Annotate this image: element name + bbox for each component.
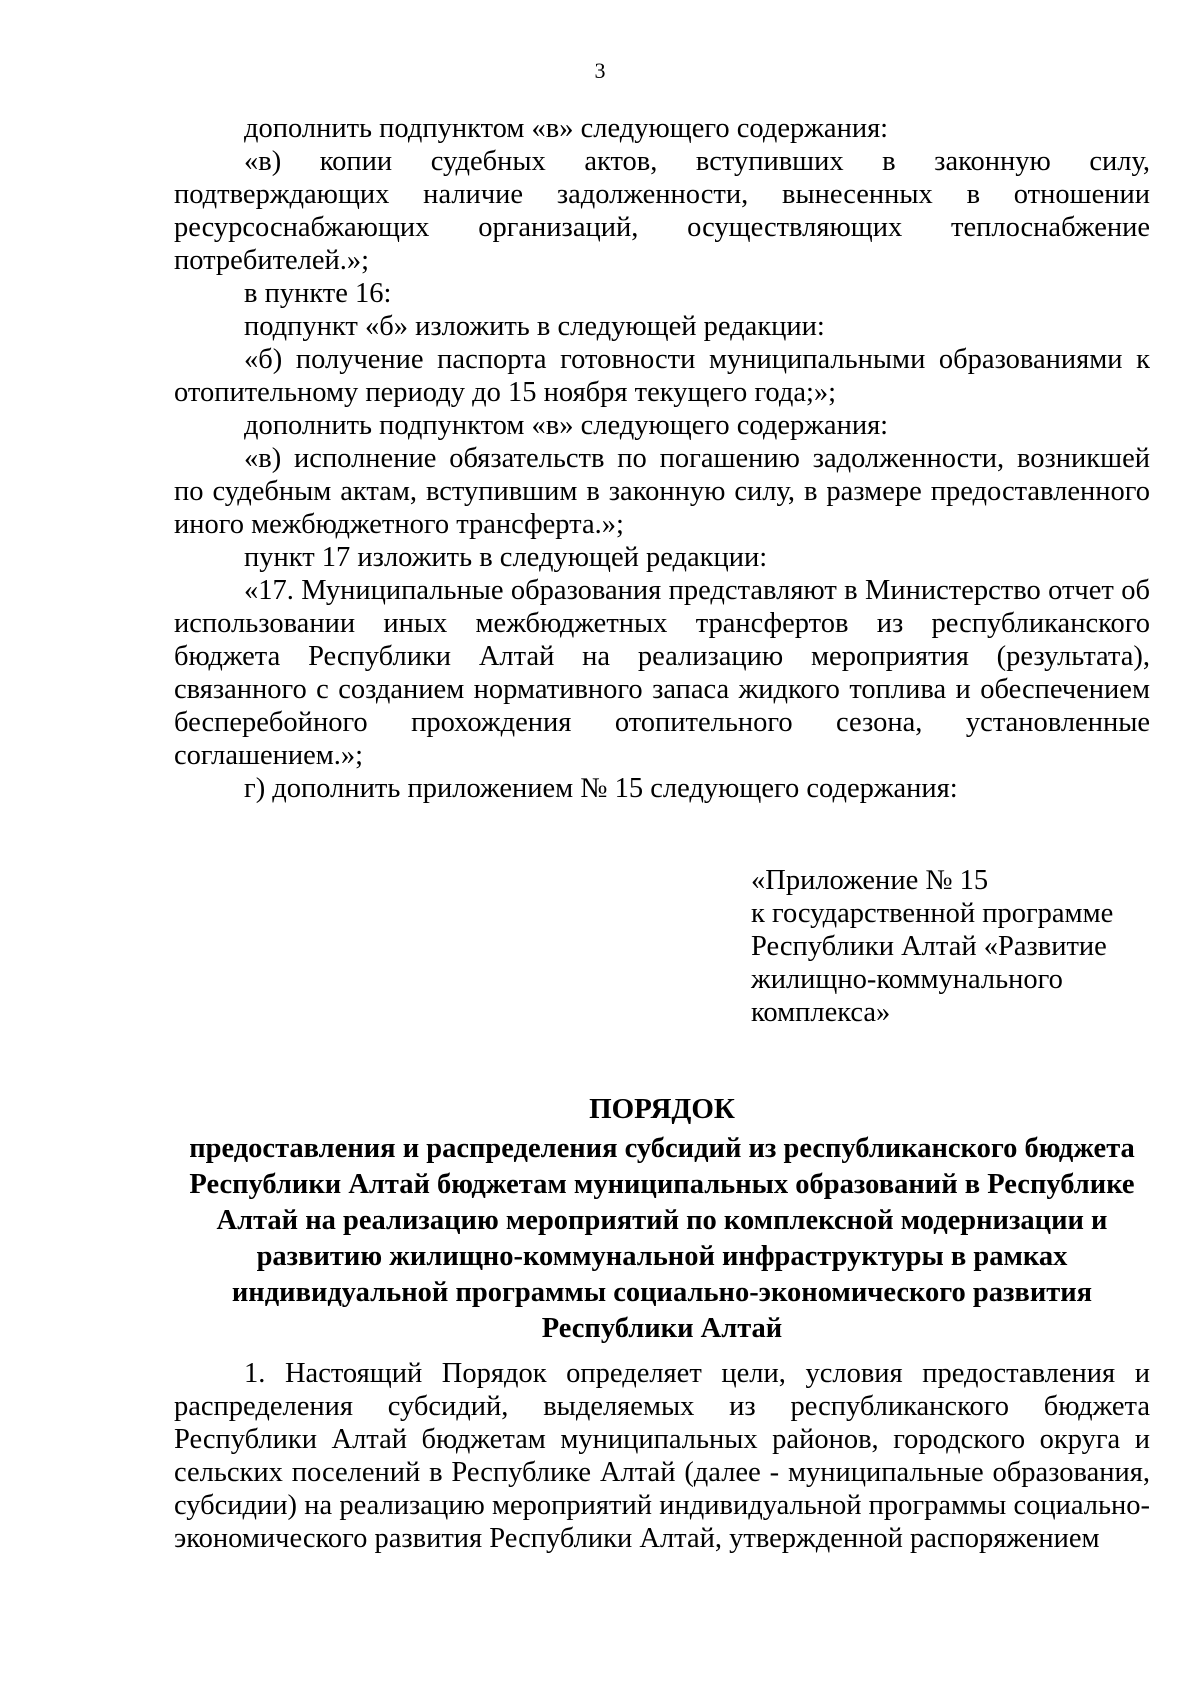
page-number: 3 [594,58,606,83]
annex-line: комплекса» [751,997,891,1028]
paragraph: дополнить подпунктом «в» следующего содержания: [244,113,889,144]
order-subtitle-line: предоставления и распределения субсидий из республиканского бюджета [189,1133,1135,1164]
order-subtitle-line: Республики Алтай [541,1313,783,1344]
paragraph: подпункт «б» изложить в следующей редакции: [244,311,825,342]
paragraph: 1. Настоящий Порядок определяет цели, условия предоставления и распределения субсидий, выделяемых из республиканского бюджета Республики Алтай бюджетам муниципальных районов, городского округа и сельских поселений в Республике Алтай (далее - муниципальные образования, субсидии) на реализацию мероприятий индивидуальной программы социально-экономического развития Республики Алтай, утвержденной распоряжением [174,1358,1150,1554]
annex-line: жилищно-коммунального [751,964,1063,995]
annex-heading [751,864,1171,1029]
paragraph: «17. Муниципальные образования представляют в Министерство отчет об использовании иных межбюджетных трансфертов из республиканского бюджета Республики Алтай на реализацию мероприятия (результата), связанного с созданием нормативного запаса жидкого топлива и обеспечением бесперебойного прохождения отопительного сезона, установленные соглашением.»; [174,575,1150,771]
paragraph: г) дополнить приложением № 15 следующего содержания: [244,773,958,804]
order-subtitle-line: развитию жилищно-коммунальной инфраструктуры в рамках [256,1241,1068,1272]
paragraph: «в) копии судебных актов, вступивших в законную силу, подтверждающих наличие задолженности, вынесенных в отношении ресурсоснабжающих организаций, осуществляющих теплоснабжение потребителей.»; [174,146,1150,276]
order-subtitle-line: Алтай на реализацию мероприятий по комплексной модернизации и [216,1205,1108,1236]
paragraph: «б) получение паспорта готовности муниципальными образованиями к отопительному периоду до 15 ноября текущего года;»; [174,344,1150,408]
paragraph: дополнить подпунктом «в» следующего содержания: [244,410,889,441]
order-subtitle [174,1131,1150,1347]
annex-line: Республики Алтай «Развитие [751,931,1107,962]
order-subtitle-line: индивидуальной программы социально-экономического развития [231,1277,1093,1308]
order-subtitle-line: Республики Алтай бюджетам муниципальных образований в Республике [189,1169,1135,1200]
order-title: ПОРЯДОК [589,1093,735,1125]
amendment-text [174,112,1150,805]
annex-line: «Приложение № 15 [751,865,989,896]
order-body [174,1357,1150,1555]
annex-line: к государственной программе [751,898,1114,929]
paragraph: в пункте 16: [244,278,392,309]
paragraph: пункт 17 изложить в следующей редакции: [244,542,768,573]
paragraph: «в) исполнение обязательств по погашению задолженности, возникшей по судебным актам, вступившим в законную силу, в размере предоставленного иного межбюджетного трансферта.»; [174,443,1150,540]
